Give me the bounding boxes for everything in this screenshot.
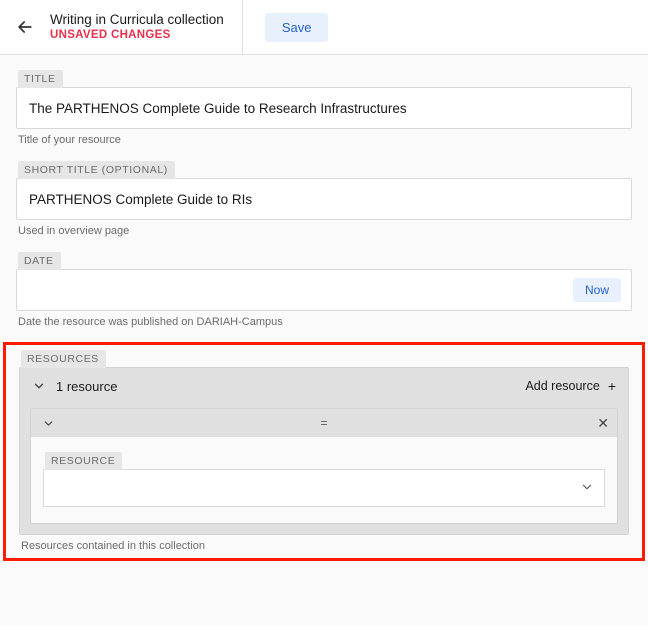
title-field-help: Title of your resource — [18, 134, 121, 146]
arrow-left-icon — [15, 17, 35, 37]
resource-item-header — [31, 409, 617, 437]
date-field-help: Date the resource was published on DARIAH-Campus — [18, 316, 283, 328]
title-field-label: TITLE — [18, 70, 63, 88]
bottom-strip — [0, 625, 648, 633]
short-title-input-value: PARTHENOS Complete Guide to RIs — [29, 191, 253, 207]
add-resource-label: Add resource — [525, 379, 600, 393]
unsaved-changes-badge: UNSAVED CHANGES — [50, 29, 171, 41]
form-body — [0, 55, 648, 633]
short-title-field-help: Used in overview page — [18, 225, 130, 237]
resources-panel — [19, 367, 629, 535]
resource-item-card — [30, 408, 618, 524]
back-button[interactable] — [0, 0, 50, 54]
chevron-down-icon — [580, 480, 594, 497]
header-titles — [50, 0, 243, 54]
plus-icon: + — [607, 378, 616, 394]
short-title-input[interactable] — [16, 178, 632, 220]
resources-highlight-region — [3, 342, 645, 561]
save-button[interactable]: Save — [265, 13, 329, 42]
app-header — [0, 0, 648, 55]
date-input[interactable] — [16, 269, 632, 311]
title-input-value: The PARTHENOS Complete Guide to Research Infrastructures — [29, 100, 407, 116]
resource-item-body — [31, 437, 617, 523]
chevron-down-icon[interactable] — [30, 379, 48, 393]
chevron-down-icon[interactable] — [39, 417, 57, 430]
title-input[interactable] — [16, 87, 632, 129]
resources-field-label: RESOURCES — [21, 350, 106, 368]
add-resource-button[interactable] — [525, 378, 616, 394]
resource-select[interactable] — [43, 469, 605, 507]
resources-count-label: 1 resource — [56, 378, 118, 394]
header-actions — [243, 0, 329, 54]
resources-field-help: Resources contained in this collection — [21, 540, 206, 552]
short-title-field-group — [16, 160, 632, 237]
short-title-field-label: SHORT TITLE (OPTIONAL) — [18, 161, 175, 179]
drag-handle-icon[interactable]: = — [320, 416, 328, 430]
date-field-group — [16, 251, 632, 328]
resources-header — [20, 368, 628, 404]
page-title: Writing in Curricula collection — [50, 12, 224, 27]
title-field-group — [16, 69, 632, 146]
date-now-button[interactable]: Now — [573, 278, 621, 302]
date-field-label: DATE — [18, 252, 61, 270]
resource-select-label: RESOURCE — [45, 452, 122, 470]
close-icon[interactable]: ✕ — [597, 415, 609, 431]
